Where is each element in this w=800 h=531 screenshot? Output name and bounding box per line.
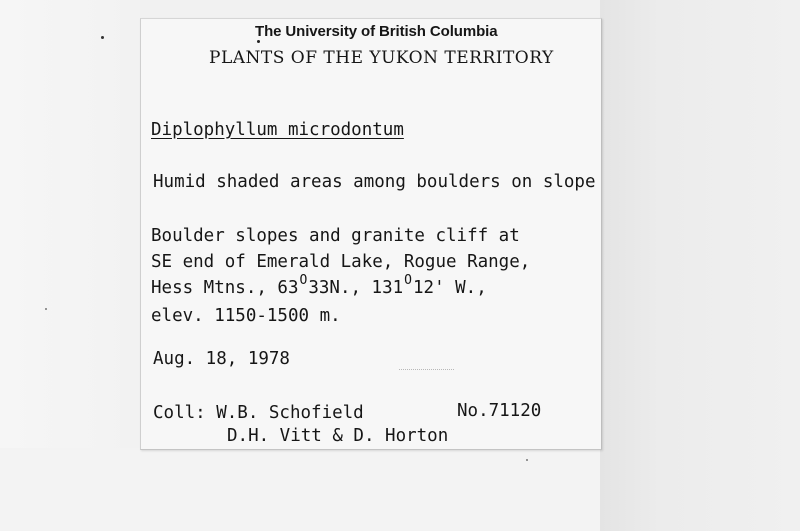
locality-line-3 <box>151 275 601 303</box>
locality-coordinates-mid: 33N., 131 <box>308 278 404 298</box>
taxon-name-text: Diplophyllum microdontum <box>151 120 404 140</box>
herbarium-sheet-right <box>600 0 800 531</box>
locality-elevation: elev. 1150-1500 m. <box>151 306 341 326</box>
locality-line-2: SE end of Emerald Lake, Rogue Range, <box>151 252 531 272</box>
degree-mark: O <box>299 273 308 288</box>
taxon-name <box>151 120 404 140</box>
sheet-speck <box>45 308 47 310</box>
institution-name: The University of British Columbia <box>255 23 498 40</box>
habitat-description: Humid shaded areas among boulders on slope <box>153 172 596 192</box>
degree-mark: O <box>404 273 412 288</box>
label-smudge <box>399 369 454 370</box>
locality-description <box>151 223 601 329</box>
sheet-speck <box>101 36 104 39</box>
sheet-speck <box>526 459 528 461</box>
locality-coordinates-suffix: 12' W., <box>413 278 487 298</box>
locality-line-1: Boulder slopes and granite cliff at <box>151 226 520 246</box>
collection-date: Aug. 18, 1978 <box>153 349 290 369</box>
herbarium-sheet-bottom <box>0 448 600 531</box>
series-title: PLANTS OF THE YUKON TERRITORY <box>209 48 554 68</box>
specimen-label <box>140 18 602 450</box>
locality-coordinates-prefix: Hess Mtns., 63 <box>151 278 299 298</box>
collection-number: No.71120 <box>457 401 542 421</box>
label-dot <box>257 40 260 43</box>
additional-collectors: D.H. Vitt & D. Horton <box>227 426 449 446</box>
collectors: Coll: W.B. Schofield <box>153 403 364 423</box>
